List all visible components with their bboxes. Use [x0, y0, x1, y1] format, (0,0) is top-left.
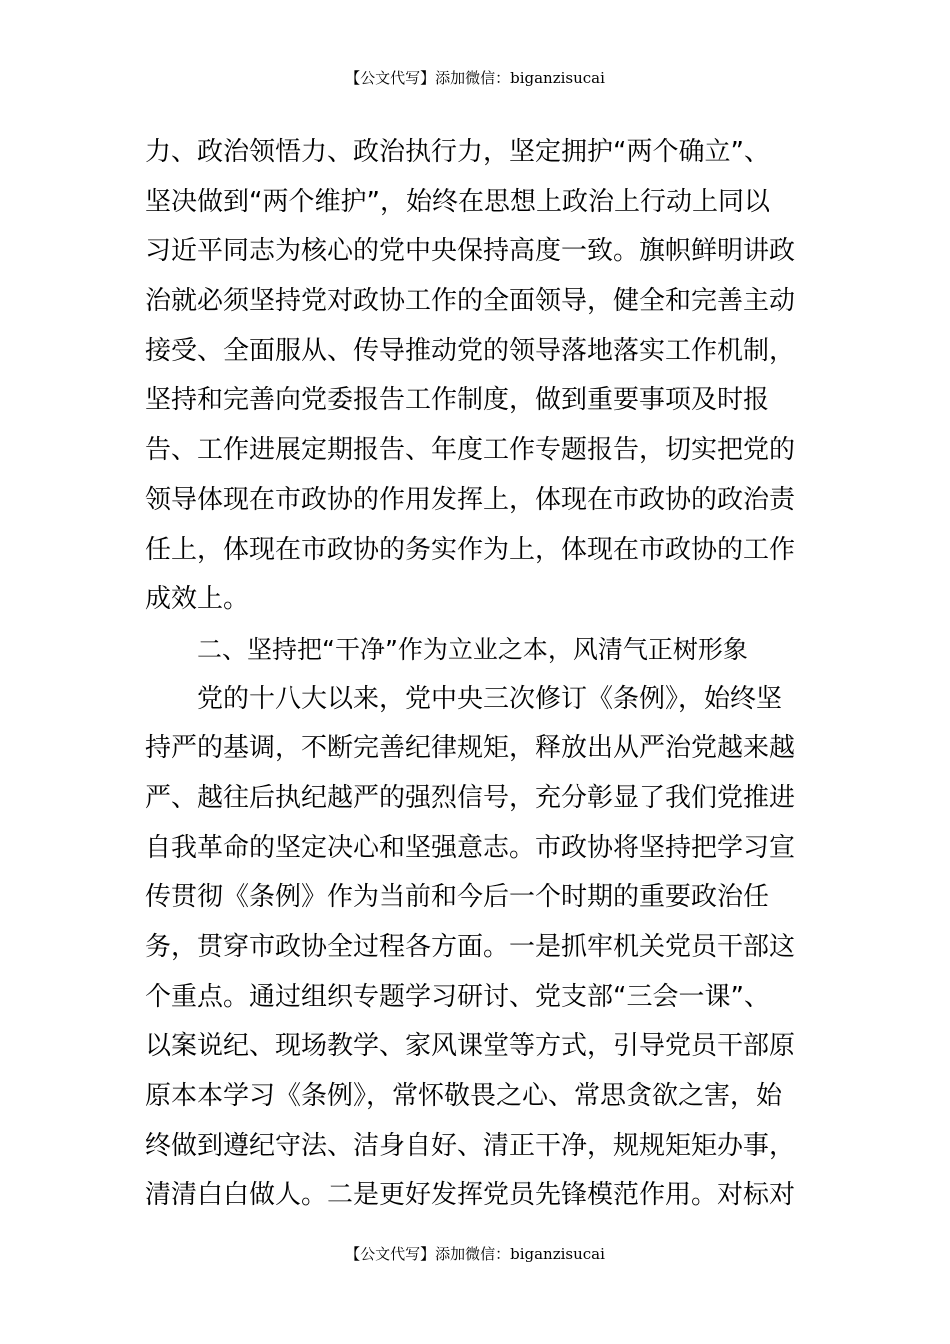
body-line: 成效上。 — [145, 584, 250, 615]
body-line: 自我革命的坚定决心和坚强意志。市政协将坚持把学习宣 — [145, 832, 796, 863]
body-line: 清清白白做人。二是更好发挥党员先锋模范作用。对标对 — [145, 1180, 796, 1211]
body-line: 坚决做到“两个维护”，始终在思想上政治上行动上同以 — [145, 186, 770, 217]
body-line: 治就必须坚持党对政协工作的全面领导，健全和完善主动 — [145, 286, 796, 317]
body-line: 严、越往后执纪越严的强烈信号，充分彰显了我们党推进 — [145, 782, 796, 813]
body-line: 务，贯穿市政协全过程各方面。一是抓牢机关党员干部这 — [145, 932, 796, 962]
body-line: 个重点。通过组织专题学习研讨、党支部“三会一课”、 — [145, 981, 770, 1012]
body-line: 力、政治领悟力、政治执行力，坚定拥护“两个确立”、 — [145, 137, 770, 167]
body-line: 习近平同志为核心的党中央保持高度一致。旗帜鲜明讲政 — [145, 236, 796, 267]
body-line: 领导体现在市政协的作用发挥上，体现在市政协的政治责 — [145, 484, 796, 515]
body-line: 接受、全面服从、传导推动党的领导落地落实工作机制， — [145, 335, 796, 366]
page-footer: 【公文代写】添加微信：biganzisucai — [345, 1245, 605, 1263]
paragraph-first-line: 党的十八大以来，党中央三次修订《条例》，始终坚 — [197, 683, 783, 714]
section-heading: 二、坚持把“干净”作为立业之本，风清气正树形象 — [197, 634, 748, 664]
body-line: 坚持和完善向党委报告工作制度，做到重要事项及时报 — [145, 385, 770, 416]
page-header: 【公文代写】添加微信：biganzisucai — [345, 69, 605, 87]
body-line: 终做到遵纪守法、洁身自好、清正干净，规规矩矩办事， — [145, 1130, 796, 1161]
body-line: 原本本学习《条例》，常怀敬畏之心、常思贪欲之害，始 — [145, 1081, 783, 1112]
body-line: 告、工作进展定期报告、年度工作专题报告，切实把党的 — [145, 435, 796, 466]
body-line: 任上，体现在市政协的务实作为上，体现在市政协的工作 — [145, 534, 796, 565]
document-body — [145, 128, 807, 1221]
body-line: 传贯彻《条例》作为当前和今后一个时期的重要政治任 — [145, 882, 770, 913]
body-line: 以案说纪、现场教学、家风课堂等方式，引导党员干部原 — [145, 1031, 796, 1062]
body-line: 持严的基调，不断完善纪律规矩，释放出从严治党越来越 — [145, 733, 796, 764]
